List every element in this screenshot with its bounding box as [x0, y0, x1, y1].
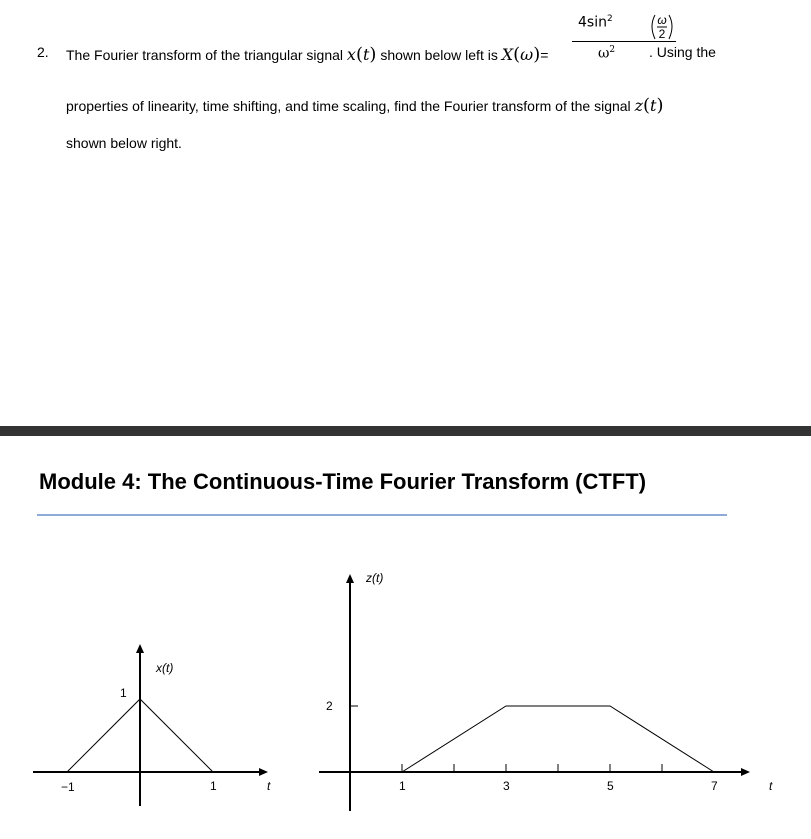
z-t-axis-t-label: t: [769, 779, 773, 793]
using-text: . Using the: [649, 44, 716, 60]
fraction-bar: [572, 41, 676, 42]
z-symbol: z: [634, 96, 643, 115]
z-t-plot: [319, 571, 773, 811]
x-t-plot: [33, 644, 271, 806]
x-t-axis-t-label: t: [267, 779, 271, 793]
problem-line-3: shown below right.: [66, 135, 182, 151]
statement-text: The Fourier transform of the triangular signal: [66, 47, 344, 63]
question-number: 2.: [37, 44, 49, 60]
problem-line-2: properties of linearity, time shifting, and time scaling, find the Fourier transform of the signal z(t): [66, 95, 664, 116]
x-axis-arrow: [259, 768, 268, 776]
x-tick-label-1: 1: [210, 779, 217, 793]
module-title: Module 4: The Continuous-Time Fourier Transform (CTFT): [39, 469, 647, 494]
z-y-axis-arrow: [346, 574, 354, 583]
x-t-label: x(t): [156, 661, 174, 675]
statement-text-b: shown below left is: [380, 47, 498, 63]
z-x-tick-label-3: 3: [503, 779, 510, 793]
z-t-signal-line: [402, 706, 714, 772]
formula-denominator: $\omega^2$: [598, 45, 616, 62]
formula-numerator: $4\sin^2$: [578, 14, 613, 31]
inner-fraction: [648, 12, 676, 42]
inner-fraction-numerator: ω: [657, 13, 667, 27]
z-x-tick-label-5: 5: [607, 779, 614, 793]
z-t-label: z(t): [366, 571, 384, 585]
X-symbol: X: [501, 45, 514, 64]
equals-sign: =: [540, 47, 549, 63]
x-y-tick-label-1: 1: [120, 686, 127, 700]
section-divider: [0, 426, 811, 436]
t-symbol: t: [362, 45, 370, 64]
problem-statement-start: The Fourier transform of the triangular signal x(t) shown below left is X(ω)=: [66, 44, 549, 65]
z-x-axis-arrow: [741, 768, 750, 776]
z-y-tick-label-2: 2: [326, 699, 333, 713]
signal-plots: [0, 560, 811, 839]
omega-symbol: ω: [520, 45, 534, 64]
x-symbol: x: [346, 45, 356, 64]
z-x-tick-label-7: 7: [711, 779, 718, 793]
x-tick-label-neg1: −1: [61, 780, 75, 794]
z-x-tick-label-1: 1: [399, 779, 406, 793]
module-title-rule: [37, 514, 727, 516]
y-axis-arrow: [136, 644, 144, 653]
inner-fraction-denominator: 2: [658, 27, 666, 41]
